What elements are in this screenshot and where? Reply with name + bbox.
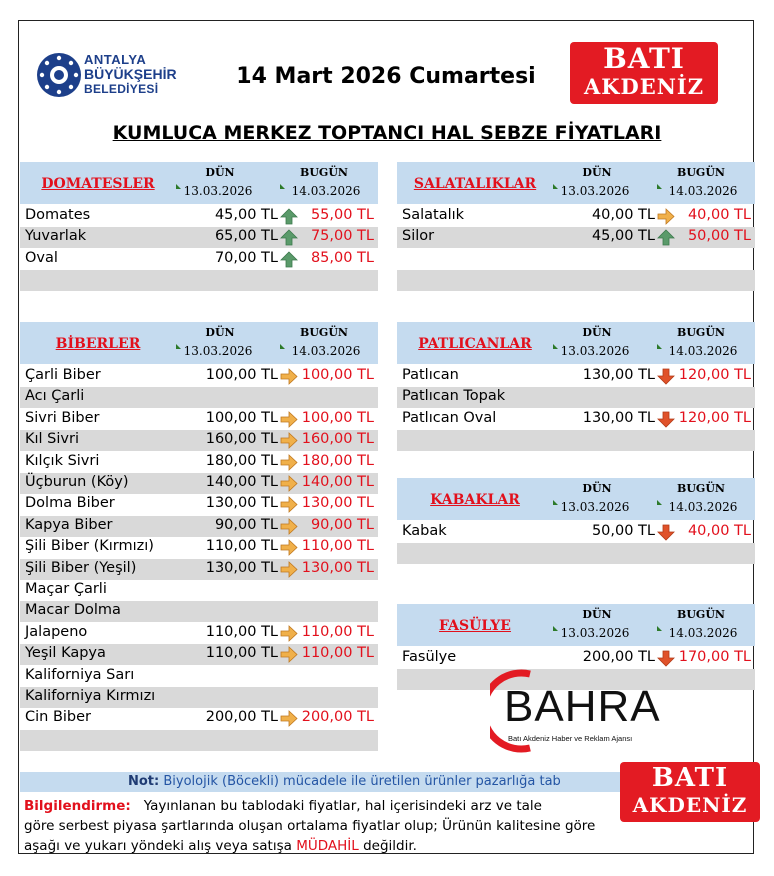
table-row xyxy=(397,387,755,408)
column-prev-date: 13.03.2026 xyxy=(560,626,630,640)
logo-line-3: BELEDİYESİ xyxy=(84,82,159,96)
arrow-right-icon xyxy=(280,454,298,471)
previous-price: 100,00 TL xyxy=(205,409,278,426)
table-row xyxy=(20,473,378,494)
previous-price: 110,00 TL xyxy=(205,645,278,662)
corner-mark-icon xyxy=(553,184,558,189)
blank-row xyxy=(20,730,378,751)
current-price: 85,00 TL xyxy=(310,249,374,266)
table-row xyxy=(20,387,378,408)
product-name: Çarli Biber xyxy=(25,367,101,383)
product-name: Cin Biber xyxy=(25,709,92,726)
blank-row xyxy=(20,751,378,772)
column-curr-date: 14.03.2026 xyxy=(668,626,738,640)
table-row xyxy=(20,366,378,387)
product-name: Kapya Biber xyxy=(25,516,113,533)
arrow-right-icon xyxy=(280,625,298,642)
product-name: Jalapeno xyxy=(25,623,88,640)
arrow-up-icon xyxy=(280,208,298,225)
brand-line-2-bottom: AKDENİZ xyxy=(632,793,748,817)
product-name: Acı Çarli xyxy=(25,388,85,405)
table-row xyxy=(20,452,378,473)
product-name: Üçburun (Köy) xyxy=(25,474,129,490)
table-row xyxy=(397,366,755,387)
column-prev-label: DÜN xyxy=(205,166,235,179)
corner-mark-icon xyxy=(657,184,662,189)
corner-mark-icon xyxy=(553,626,558,631)
table-row xyxy=(20,206,378,227)
info-text-2: göre serbest piyasa şartlarında oluşan ortalama fiyatlar olup; Ürünün kalitesine göre xyxy=(24,818,596,834)
section-title: BİBERLER xyxy=(55,336,141,352)
product-name: Kaliforniya Kırmızı xyxy=(25,688,156,704)
info-label: Bilgilendirme: xyxy=(24,798,131,814)
product-name: Patlıcan Oval xyxy=(402,409,497,426)
current-price: 200,00 TL xyxy=(301,709,374,726)
bahra-name: BAHRA xyxy=(504,682,661,731)
blank-row xyxy=(397,270,755,291)
previous-price: 45,00 TL xyxy=(214,207,278,223)
table-row xyxy=(20,409,378,430)
current-price: 40,00 TL xyxy=(687,207,751,223)
column-prev-label: DÜN xyxy=(582,326,612,339)
bati-akdeniz-logo-top xyxy=(570,42,718,104)
section-title: KABAKLAR xyxy=(430,492,520,508)
section-title: SALATALIKLAR xyxy=(413,176,537,192)
brand-line-2: AKDENİZ xyxy=(583,74,705,99)
arrow-down-icon xyxy=(657,411,675,428)
column-prev-date: 13.03.2026 xyxy=(183,184,253,198)
corner-mark-icon xyxy=(657,626,662,631)
arrow-right-icon xyxy=(280,539,298,556)
section-title: DOMATESLER xyxy=(41,176,155,192)
brand-line-1-bottom: BATI xyxy=(651,763,729,793)
previous-price: 200,00 TL xyxy=(582,649,655,665)
column-curr-date: 14.03.2026 xyxy=(291,184,361,198)
page-title: KUMLUCA MERKEZ TOPTANCI HAL SEBZE FİYATLARI xyxy=(112,122,662,144)
antalya-municipality-logo xyxy=(36,50,196,106)
table-row xyxy=(397,522,755,543)
product-name: Silor xyxy=(402,228,435,245)
arrow-right-icon xyxy=(280,411,298,428)
blank-row xyxy=(397,430,755,451)
table-row xyxy=(20,516,378,537)
product-name: Patlıcan xyxy=(402,367,459,383)
blank-row xyxy=(397,249,755,270)
arrow-right-icon xyxy=(657,208,675,225)
arrow-right-icon xyxy=(280,432,298,449)
previous-price: 130,00 TL xyxy=(205,495,278,512)
section-header-fasulye xyxy=(397,604,755,646)
current-price: 170,00 TL xyxy=(678,649,751,665)
arrow-right-icon xyxy=(280,561,298,578)
product-name: Kaliforniya Sarı xyxy=(25,666,135,683)
column-prev-label: DÜN xyxy=(582,608,612,621)
corner-mark-icon xyxy=(657,500,662,505)
table-row xyxy=(20,666,378,687)
arrow-up-icon xyxy=(657,229,675,246)
product-name: Yuvarlak xyxy=(25,228,87,245)
municipality-emblem-icon xyxy=(36,52,82,98)
bahra-tagline: Batı Akdeniz Haber ve Reklam Ajansı xyxy=(508,734,633,743)
section-header-biberler xyxy=(20,322,378,364)
product-name: Salatalık xyxy=(402,207,465,223)
bati-akdeniz-logo-bottom xyxy=(620,762,760,822)
logo-line-1: ANTALYA xyxy=(84,52,147,67)
table-row xyxy=(397,206,755,227)
current-price: 120,00 TL xyxy=(678,409,751,426)
product-name: Patlıcan Topak xyxy=(402,388,506,405)
previous-price: 130,00 TL xyxy=(582,409,655,426)
current-price: 180,00 TL xyxy=(301,452,374,469)
current-price: 160,00 TL xyxy=(301,431,374,448)
table-row xyxy=(20,623,378,644)
product-name: Yeşil Kapya xyxy=(25,645,106,662)
table-row xyxy=(397,227,755,248)
product-name: Şili Biber (Kırmızı) xyxy=(25,538,154,555)
section-header-kabaklar xyxy=(397,478,755,520)
corner-mark-icon xyxy=(280,184,285,189)
table-row xyxy=(397,409,755,430)
previous-price: 160,00 TL xyxy=(205,431,278,448)
product-name: Domates xyxy=(25,207,91,223)
column-curr-date: 14.03.2026 xyxy=(291,344,361,358)
arrow-right-icon xyxy=(280,496,298,513)
blank-row xyxy=(20,270,378,291)
current-price: 120,00 TL xyxy=(678,367,751,383)
arrow-right-icon xyxy=(280,475,298,492)
current-price: 110,00 TL xyxy=(301,645,374,662)
table-row xyxy=(20,430,378,451)
product-name: Kabak xyxy=(402,523,447,539)
column-prev-label: DÜN xyxy=(582,166,612,179)
current-price: 40,00 TL xyxy=(687,523,751,539)
note-label: Not: xyxy=(128,774,160,789)
current-price: 130,00 TL xyxy=(301,559,374,576)
current-price: 75,00 TL xyxy=(310,228,374,245)
previous-price: 110,00 TL xyxy=(205,538,278,555)
table-row xyxy=(20,708,378,729)
table-row xyxy=(20,227,378,248)
arrow-right-icon xyxy=(280,646,298,663)
previous-price: 100,00 TL xyxy=(205,367,278,383)
current-price: 100,00 TL xyxy=(301,367,374,383)
previous-price: 45,00 TL xyxy=(591,228,655,245)
corner-mark-icon xyxy=(176,184,181,189)
previous-price: 130,00 TL xyxy=(205,559,278,576)
previous-price: 200,00 TL xyxy=(205,709,278,726)
current-price: 90,00 TL xyxy=(310,516,374,533)
corner-mark-icon xyxy=(553,500,558,505)
table-row xyxy=(20,494,378,515)
previous-price: 70,00 TL xyxy=(214,249,278,266)
column-prev-date: 13.03.2026 xyxy=(560,184,630,198)
column-curr-label: BUGÜN xyxy=(677,166,725,179)
table-row xyxy=(20,537,378,558)
previous-price: 90,00 TL xyxy=(214,516,278,533)
arrow-right-icon xyxy=(280,518,298,535)
column-prev-date: 13.03.2026 xyxy=(560,344,630,358)
info-text-1: Yayınlanan bu tablodaki fiyatlar, hal içerisindeki arz ve tale xyxy=(143,798,542,814)
table-row xyxy=(20,601,378,622)
corner-mark-icon xyxy=(280,344,285,349)
column-prev-label: DÜN xyxy=(205,326,235,339)
current-price: 55,00 TL xyxy=(310,207,374,223)
product-name: Şili Biber (Yeşil) xyxy=(25,559,137,576)
arrow-down-icon xyxy=(657,524,675,541)
current-price: 130,00 TL xyxy=(301,495,374,512)
table-row xyxy=(20,644,378,665)
arrow-up-icon xyxy=(280,229,298,246)
table-row xyxy=(20,249,378,270)
column-curr-label: BUGÜN xyxy=(677,482,725,495)
product-name: Macar Dolma xyxy=(25,602,121,619)
column-curr-label: BUGÜN xyxy=(300,326,348,339)
current-price: 110,00 TL xyxy=(301,538,374,555)
arrow-right-icon xyxy=(280,710,298,727)
column-curr-label: BUGÜN xyxy=(677,608,725,621)
previous-price: 40,00 TL xyxy=(591,207,655,223)
current-price: 50,00 TL xyxy=(687,228,751,245)
current-price: 100,00 TL xyxy=(301,409,374,426)
section-title: PATLICANLAR xyxy=(418,336,532,352)
product-name: Kıl Sivri xyxy=(25,431,79,448)
corner-mark-icon xyxy=(176,344,181,349)
column-curr-label: BUGÜN xyxy=(677,326,725,339)
date-title: 14 Mart 2026 Cumartesi xyxy=(236,64,536,89)
section-header-domatesler xyxy=(20,162,378,204)
table-row xyxy=(20,580,378,601)
column-curr-date: 14.03.2026 xyxy=(668,184,738,198)
table-row xyxy=(20,687,378,708)
column-prev-label: DÜN xyxy=(582,482,612,495)
bahra-logo xyxy=(490,664,680,754)
previous-price: 180,00 TL xyxy=(205,452,278,469)
blank-row xyxy=(397,543,755,564)
section-title: FASÜLYE xyxy=(439,618,511,634)
previous-price: 140,00 TL xyxy=(205,474,278,490)
corner-mark-icon xyxy=(657,344,662,349)
brand-line-1: BATI xyxy=(603,42,685,75)
column-curr-label: BUGÜN xyxy=(300,166,348,179)
arrow-down-icon xyxy=(657,368,675,385)
info-text-3: aşağı ve yukarı yöndeki alış veya satışa xyxy=(24,838,292,854)
previous-price: 130,00 TL xyxy=(582,367,655,383)
column-curr-date: 14.03.2026 xyxy=(668,500,738,514)
table-row xyxy=(20,559,378,580)
info-text-4: değildir. xyxy=(363,838,417,854)
product-name: Kılçık Sivri xyxy=(25,452,100,469)
column-prev-date: 13.03.2026 xyxy=(183,344,253,358)
product-name: Dolma Biber xyxy=(25,495,115,512)
note-text: Biyolojik (Böcekli) mücadele ile üretilen ürünler pazarlığa tab xyxy=(163,774,561,789)
arrow-right-icon xyxy=(280,368,298,385)
previous-price: 110,00 TL xyxy=(205,623,278,640)
current-price: 140,00 TL xyxy=(301,474,374,490)
logo-line-2: BÜYÜKŞEHİR xyxy=(84,66,177,82)
product-name: Maçar Çarli xyxy=(25,581,107,597)
corner-mark-icon xyxy=(553,344,558,349)
arrow-up-icon xyxy=(280,251,298,268)
previous-price: 50,00 TL xyxy=(591,523,655,539)
column-curr-date: 14.03.2026 xyxy=(668,344,738,358)
info-highlight: MÜDAHİL xyxy=(296,838,359,854)
column-prev-date: 13.03.2026 xyxy=(560,500,630,514)
section-header-patlicanlar xyxy=(397,322,755,364)
section-header-salataliklar xyxy=(397,162,755,204)
product-name: Sivri Biber xyxy=(25,409,100,426)
product-name: Oval xyxy=(25,249,58,266)
current-price: 110,00 TL xyxy=(301,623,374,640)
previous-price: 65,00 TL xyxy=(214,228,278,245)
product-name: Fasülye xyxy=(402,649,457,665)
